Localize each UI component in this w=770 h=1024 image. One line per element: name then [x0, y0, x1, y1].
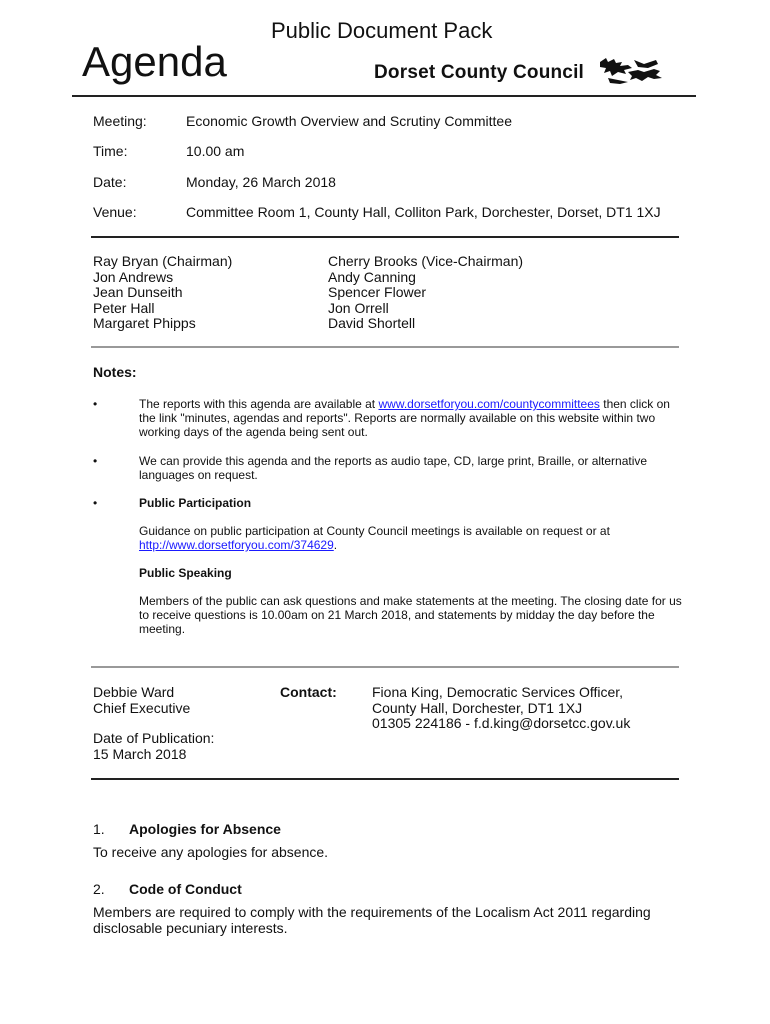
venue-value: Committee Room 1, County Hall, Colliton Park, Dorchester, Dorset, DT1 1XJ [186, 204, 661, 220]
members-right-column [328, 254, 523, 332]
public-participation-heading [139, 496, 684, 510]
member-name: Ray Bryan (Chairman) [93, 253, 233, 269]
notes-heading: Notes: [93, 364, 137, 380]
member-name: Cherry Brooks (Vice-Chairman) [328, 253, 524, 269]
note-text: then click on the link "minutes, agendas and reports". Reports are normally available on this website within two working days of the agenda being sent out. [139, 397, 670, 439]
item-text: To receive any apologies for absence. [93, 844, 329, 860]
contact-line: County Hall, Dorchester, DT1 1XJ [372, 699, 583, 716]
dorset-lions-crest-icon [598, 56, 666, 86]
note-text: . [333, 538, 338, 552]
chief-executive-name: Debbie Ward [93, 684, 175, 700]
item-title-apologies: Apologies for Absence [129, 821, 281, 837]
chief-executive-role: Chief Executive [93, 699, 191, 716]
member-name: Margaret Phipps [93, 315, 196, 331]
member-name: David Shortell [328, 315, 416, 331]
public-speaking-heading [139, 566, 684, 580]
member-name: Jean Dunseith [93, 284, 183, 300]
contact-label: Contact: [280, 684, 337, 700]
pack-title: Public Document Pack [271, 18, 493, 43]
public-speaking-text: Members of the public can ask questions and make statements at the meeting. The closing date for us to receive questions is 10.00am on 21 March 2018, and statements by midday the day before the meeting. [139, 594, 682, 636]
bullet-icon: • [93, 454, 98, 468]
contact-line: 01305 224186 - f.d.king@dorsetcc.gov.uk [372, 715, 631, 731]
member-name: Andy Canning [328, 268, 416, 285]
note-text: Guidance on public participation at County Council meetings is available on request or at [139, 524, 610, 538]
item-number: 2. [93, 881, 105, 897]
note-formats: We can provide this agenda and the reports as audio tape, CD, large print, Braille, or alternative languages on request. [139, 454, 648, 482]
bullet-icon: • [93, 496, 98, 510]
note-text: The reports with this agenda are available at [139, 397, 379, 411]
header-rule [72, 95, 696, 97]
document-title: Agenda [82, 38, 227, 85]
publication-label: Date of Publication: [93, 730, 215, 746]
publication-date: 15 March 2018 [93, 745, 187, 762]
public-participation-text [139, 524, 684, 552]
notes-rule [91, 666, 679, 668]
date-label: Date: [93, 174, 127, 190]
contact-line: Fiona King, Democratic Services Officer, [372, 684, 624, 700]
chief-executive-block [93, 685, 214, 762]
meeting-value: Economic Growth Overview and Scrutiny Committee [186, 113, 512, 129]
committees-link[interactable]: www.dorsetforyou.com/countycommittees [378, 397, 600, 411]
item-title-code-of-conduct: Code of Conduct [129, 881, 242, 897]
contact-details [372, 685, 630, 732]
council-name: Dorset County Council [374, 62, 585, 83]
bullet-icon: • [93, 397, 98, 411]
member-name: Jon Orrell [328, 299, 389, 316]
participation-link[interactable]: http://www.dorsetforyou.com/374629 [139, 538, 334, 552]
item-text: Members are required to comply with the requirements of the Localism Act 2011 regarding disclosable pecuniary interests. [93, 904, 651, 936]
member-name: Jon Andrews [93, 268, 174, 285]
contact-rule [91, 778, 679, 780]
meeting-rule [91, 236, 679, 238]
members-rule [91, 346, 679, 348]
meeting-label: Meeting: [93, 113, 147, 129]
note-reports [139, 397, 684, 439]
item-number: 1. [93, 821, 105, 837]
members-left-column [93, 254, 232, 332]
venue-label: Venue: [93, 204, 137, 220]
heading-text: Public Participation [139, 496, 252, 510]
date-value: Monday, 26 March 2018 [186, 174, 336, 190]
time-value: 10.00 am [186, 143, 245, 159]
time-label: Time: [93, 143, 128, 159]
heading-text: Public Speaking [139, 566, 232, 580]
member-name: Peter Hall [93, 299, 155, 316]
member-name: Spencer Flower [328, 284, 427, 300]
